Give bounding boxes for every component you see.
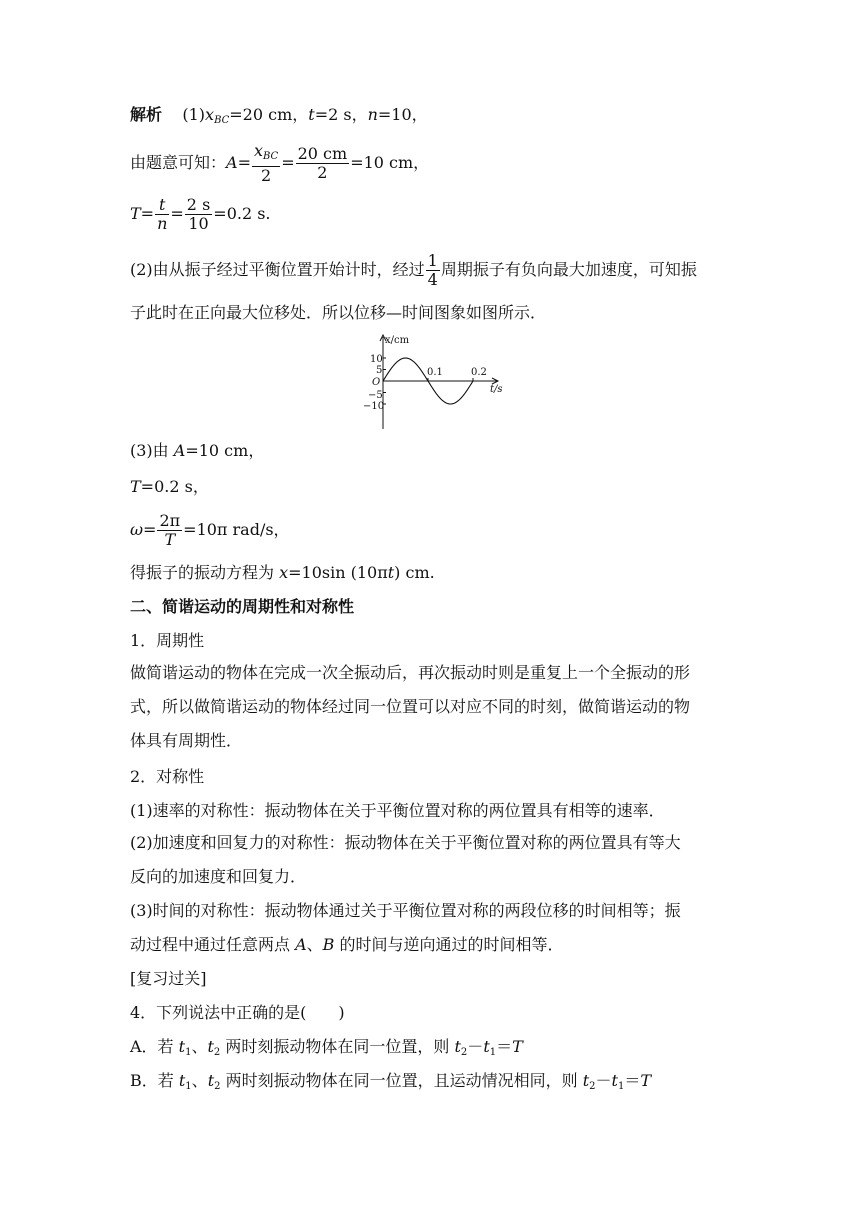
part3-text-a: (3)由 — [130, 441, 174, 460]
fraction-numerator: t — [155, 196, 169, 215]
part2-line-2 — [130, 302, 546, 324]
omega-symbol: ω — [130, 520, 144, 539]
n-symbol: n — [367, 105, 378, 124]
omega-result: =10π rad/s， — [183, 520, 290, 539]
question-4: 4．下列说法中正确的是( ) — [130, 1003, 345, 1022]
symmetry-accel-1: (2)加速度和回复力的对称性：振动物体在关于平衡位置对称的两位置具有等大 — [130, 833, 681, 852]
T-symbol: T — [512, 1037, 523, 1056]
fraction-denominator: 10 — [188, 214, 209, 233]
part3-amplitude: =10 cm， — [185, 441, 265, 460]
fraction-denominator: 2 — [261, 166, 272, 185]
option-a — [130, 1036, 523, 1064]
x-axis-label: t/s — [490, 384, 503, 395]
t-symbol: t — [207, 1037, 214, 1056]
symmetry-time-1: (3)时间的对称性：振动物体通过关于平衡位置对称的两段位移的时间相等；振 — [130, 901, 681, 920]
equals-sign: = — [143, 520, 157, 539]
subscript-2: 2 — [213, 1047, 221, 1058]
equation-prefix: 得振子的振动方程为 — [130, 563, 280, 582]
option-a-prefix: A．若 — [130, 1037, 179, 1056]
period-result: =0.2 s. — [213, 204, 271, 223]
amplitude-result: =10 cm， — [350, 153, 430, 172]
option-b — [130, 1070, 651, 1098]
fraction-one-quarter — [426, 252, 440, 289]
subscript-1: 1 — [489, 1047, 497, 1058]
x-symbol: x — [205, 105, 215, 124]
equals-sign: = — [237, 153, 251, 172]
displacement-time-graph — [358, 333, 508, 433]
fraction-numerator: 2 s — [186, 195, 211, 214]
t-symbol: t — [483, 1037, 490, 1056]
periodicity-heading: 1．周期性 — [130, 631, 205, 650]
option-a-text: 两时刻振动物体在同一位置，则 — [220, 1037, 455, 1056]
amplitude-line — [130, 142, 429, 185]
part3-line-1 — [130, 440, 264, 462]
fraction-xbc-over-2 — [252, 142, 280, 185]
subscript-1: 1 — [185, 1047, 192, 1058]
part2-text-b: 周期振子有负向最大加速度，可知振 — [440, 260, 697, 279]
x-tick-label-0-1: 0.1 — [427, 367, 443, 378]
t-symbol: t — [178, 1037, 186, 1056]
x-tick-label-0-2: 0.2 — [471, 367, 487, 378]
a-symbol: A — [226, 153, 238, 172]
section2-title: 二、简谐运动的周期性和对称性 — [130, 597, 355, 616]
T-symbol: T — [130, 477, 141, 496]
period-line — [130, 196, 271, 233]
fraction-t-over-n — [155, 196, 169, 233]
part2-text-c: 子此时在正向最大位移处．所以位移—时间图象如图所示． — [130, 303, 547, 322]
bc-subscript: BC — [214, 115, 230, 126]
symmetry-time-2 — [130, 934, 564, 956]
separator: 、 — [191, 1071, 208, 1090]
solution-line-1 — [130, 104, 428, 132]
y-tick-label-10: 10 — [370, 354, 383, 365]
solution-label: 解析 — [130, 105, 163, 124]
symmetry-time-text-a: 动过程中通过任意两点 — [130, 935, 296, 954]
periodicity-text-2: 式，所以做简谐运动的物体经过同一位置可以对应不同的时刻，做简谐运动的物 — [130, 697, 691, 716]
periodicity-text-3: 体具有周期性． — [130, 731, 243, 750]
symmetry-accel-2: 反向的加速度和回复力． — [130, 867, 307, 886]
t-symbol: t — [207, 1071, 215, 1090]
subscript-2: 2 — [214, 1081, 221, 1092]
equals-sign: = — [281, 153, 295, 172]
subscript-2: 2 — [460, 1047, 468, 1058]
n-value: =10， — [377, 105, 428, 124]
fraction-denominator: 4 — [427, 270, 438, 289]
point-a: A — [295, 935, 307, 954]
symmetry-heading: 2．对称性 — [130, 767, 205, 786]
t-symbol: t — [454, 1037, 461, 1056]
t-symbol: t — [582, 1071, 590, 1090]
equation-suffix: ) cm. — [394, 563, 435, 582]
option-b-prefix: B．若 — [130, 1071, 179, 1090]
fraction-denominator: T — [164, 530, 176, 549]
y-axis-label: x/cm — [385, 335, 410, 346]
t-value: =2 s， — [314, 105, 368, 124]
graph-axes — [380, 335, 498, 429]
y-tick-label-5: 5 — [376, 365, 383, 376]
x-symbol: x — [253, 141, 264, 160]
x-symbol: x — [279, 563, 289, 582]
amplitude-prefix: 由题意可知： — [130, 153, 227, 172]
minus-sign: － — [595, 1071, 612, 1090]
separator: 、 — [306, 935, 323, 954]
a-symbol: A — [173, 441, 186, 460]
equals-sign: = — [170, 204, 184, 223]
t-symbol: t — [308, 105, 315, 124]
equals-sign: ＝ — [496, 1037, 513, 1056]
option-b-text: 两时刻振动物体在同一位置，且运动情况相同，则 — [220, 1071, 583, 1090]
omega-line — [130, 512, 290, 549]
part2-line-1 — [130, 252, 697, 289]
T-symbol: T — [130, 204, 141, 223]
equation-body: =10sin (10π — [288, 563, 388, 582]
fraction-numerator: 20 cm — [297, 144, 348, 163]
fraction-denominator: n — [157, 214, 168, 233]
t-symbol: t — [387, 563, 395, 582]
symmetry-time-text-b: 的时间与逆向通过的时间相等． — [334, 935, 564, 954]
y-tick-label-neg10: −10 — [363, 401, 385, 412]
part3-period: =0.2 s， — [140, 477, 209, 496]
fraction-2s-over-10 — [185, 196, 212, 233]
subscript-2: 2 — [589, 1081, 596, 1092]
part3-line-2 — [130, 476, 209, 498]
review-title: [复习过关] — [130, 969, 207, 988]
origin-label: O — [372, 377, 381, 388]
part2-text-a: (2)由从振子经过平衡位置开始计时，经过 — [130, 260, 425, 279]
separator: 、 — [191, 1037, 208, 1056]
subscript-1: 1 — [617, 1081, 625, 1092]
t-symbol: t — [611, 1071, 618, 1090]
symmetry-speed: (1)速率的对称性：振动物体在关于平衡位置对称的两位置具有相等的速率． — [130, 801, 665, 820]
fraction-numerator: 1 — [427, 251, 438, 270]
fraction-2pi-over-T — [157, 512, 182, 549]
periodicity-text-1: 做简谐运动的物体在完成一次全振动后，再次振动时则是重复上一个全振动的形 — [130, 663, 691, 682]
fraction-denominator: 2 — [317, 163, 328, 182]
equation-line — [130, 562, 435, 584]
minus-sign: － — [467, 1037, 484, 1056]
equals-sign: ＝ — [624, 1071, 641, 1090]
part1-marker: (1) — [182, 105, 206, 124]
fraction-numerator: 2π — [159, 511, 181, 530]
subscript-1: 1 — [185, 1081, 192, 1092]
fraction-20cm-over-2 — [296, 145, 350, 182]
t-symbol: t — [178, 1071, 186, 1090]
bc-subscript: BC — [263, 151, 279, 162]
y-tick-label-neg5: −5 — [368, 390, 383, 401]
xbc-value: =20 cm， — [229, 105, 309, 124]
T-symbol: T — [640, 1071, 652, 1090]
equals-sign: = — [140, 204, 155, 223]
point-b: B — [322, 935, 335, 954]
